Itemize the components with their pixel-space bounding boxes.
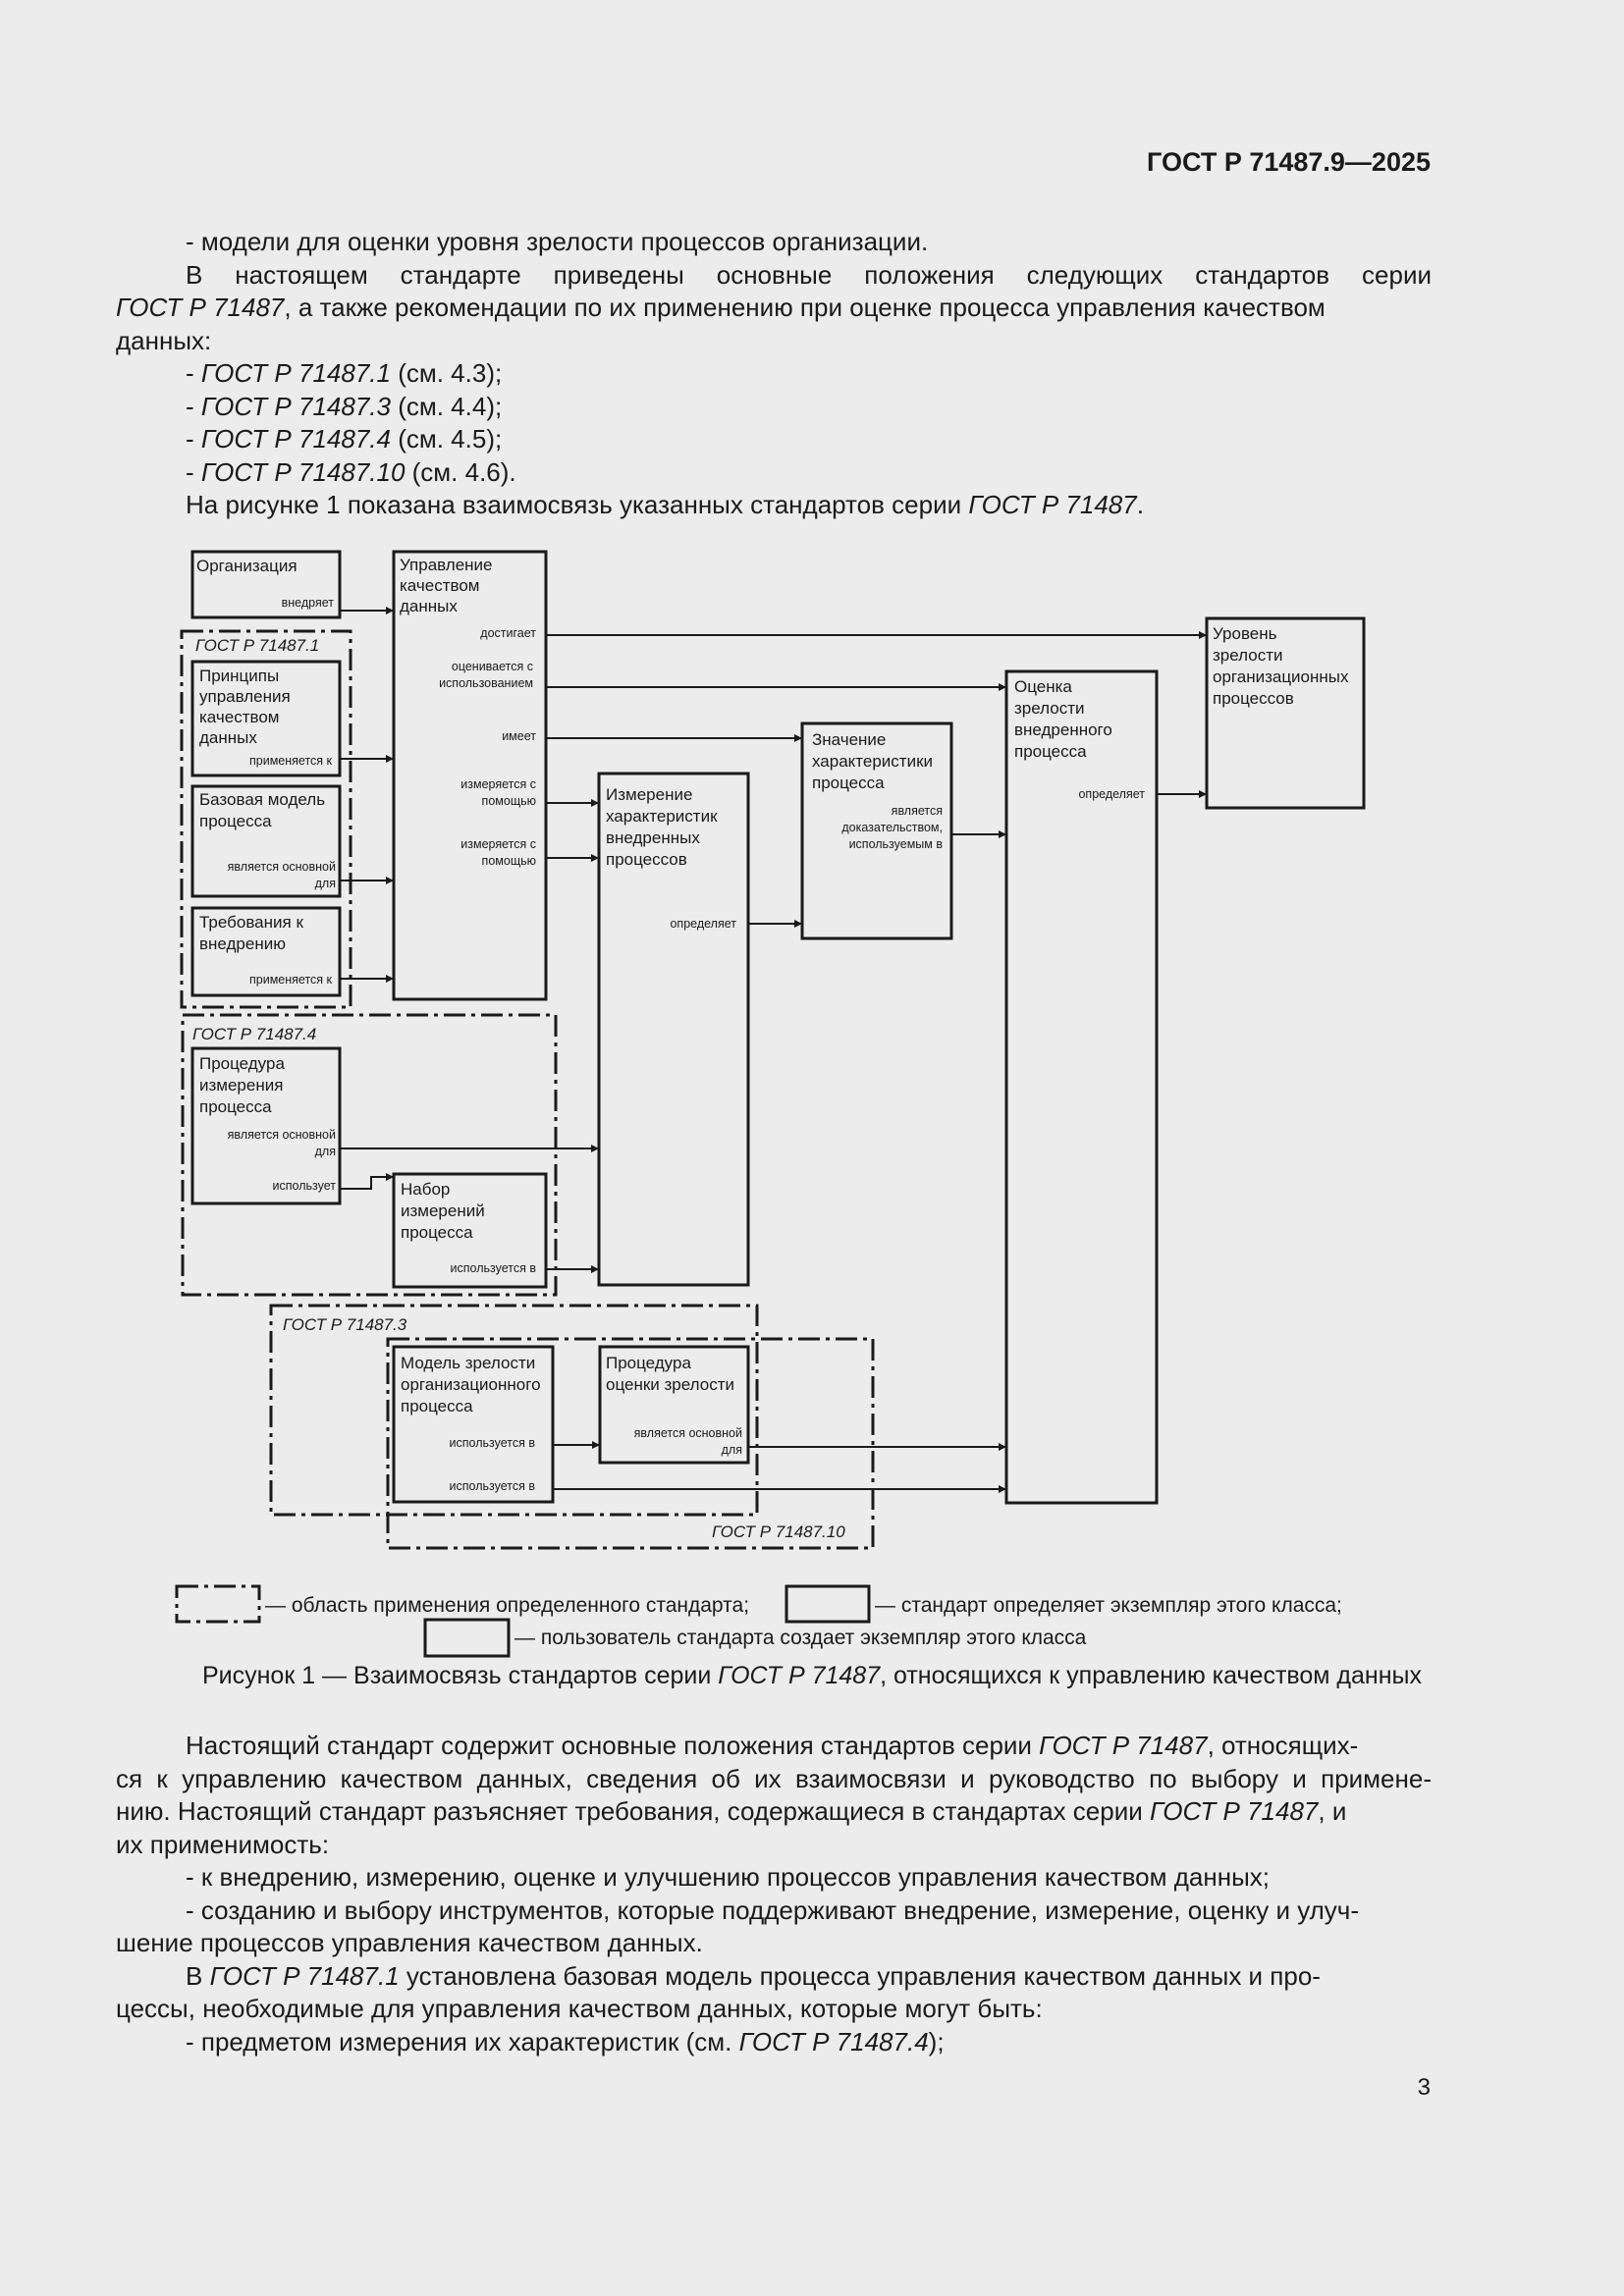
text: , относящих-	[1207, 1731, 1359, 1760]
dqm-label-assessed-2: использованием	[439, 676, 533, 690]
maturity-model-title-2: организационного	[401, 1375, 541, 1394]
std-ref: ГОСТ Р 71487.10	[200, 456, 406, 487]
std-ref: ГОСТ Р 71487	[1150, 1796, 1319, 1826]
list-item-3	[116, 2026, 1432, 2059]
text: На рисунке 1 показана взаимосвязь указанных стандартов серии	[186, 490, 969, 519]
principles-title-3: качеством	[199, 708, 280, 726]
base-model-title-1: Базовая модель	[199, 790, 326, 809]
base-model-label-2: для	[314, 877, 336, 890]
group1-title: ГОСТ Р 71487.1	[195, 636, 320, 655]
dqm-label-assessed-1: оценивается с	[451, 660, 533, 673]
text: , относящихся к управлению качеством данных	[880, 1662, 1422, 1689]
maturity-proc-label-1: является основной	[633, 1426, 742, 1440]
principles-title-2: управления	[199, 687, 291, 706]
maturity-model-title-1: Модель зрелости	[401, 1354, 536, 1372]
section-ref: (см. 4.4);	[390, 391, 503, 421]
dqm-label-achieves: достигает	[480, 626, 536, 640]
meas-char-label: определяет	[670, 917, 736, 931]
list-item-std-3: - ГОСТ Р 71487.3 (см. 4.4);	[186, 391, 503, 421]
text: В	[186, 1960, 210, 1991]
std-ref: ГОСТ Р 71487	[968, 490, 1137, 519]
text: );	[928, 2026, 945, 2056]
meas-proc-title-3: процесса	[199, 1097, 272, 1116]
body-text	[116, 1730, 1432, 2058]
level-title-3: организационных	[1213, 667, 1349, 686]
assess-title-4: процесса	[1014, 742, 1087, 761]
assess-title-2: зрелости	[1014, 699, 1085, 718]
value-label-2: доказательством,	[841, 821, 943, 834]
principles-label: применяется к	[248, 754, 332, 768]
text: установлена базовая модель процесса управления качеством данных и про-	[399, 1960, 1321, 1991]
base-model-title-2: процесса	[199, 812, 272, 830]
text: Рисунок 1 — Взаимосвязь стандартов серии	[201, 1662, 719, 1689]
paragraph-intro-line3: данных:	[116, 325, 212, 355]
meas-proc-title-2: измерения	[199, 1076, 284, 1095]
arrow-uses	[340, 1177, 394, 1189]
meas-set-title-3: процесса	[401, 1223, 473, 1242]
meas-proc-label-1a: является основной	[227, 1128, 336, 1142]
std-ref: ГОСТ Р 71487.4	[738, 2026, 929, 2056]
maturity-proc-label-2: для	[721, 1443, 742, 1457]
meas-proc-label-1b: для	[314, 1145, 336, 1158]
requirements-label: применяется к	[248, 973, 332, 987]
meas-proc-label-2: использует	[272, 1179, 336, 1193]
meas-proc-title-1: Процедура	[199, 1054, 285, 1073]
assess-label: определяет	[1078, 787, 1145, 801]
requirements-title-2: внедрению	[199, 934, 286, 953]
list-item-2-line1: - созданию и выбору инструментов, которые поддерживают внедрение, измерение, оценку и улуч-	[186, 1895, 1360, 1925]
principles-title-1: Принципы	[199, 667, 280, 685]
value-title-1: Значение	[812, 730, 887, 749]
meas-set-title-1: Набор	[401, 1180, 451, 1199]
legend-scope-swatch	[177, 1586, 259, 1622]
dqm-title-2: качеством	[400, 576, 480, 595]
value-title-2: характеристики	[812, 752, 934, 771]
paragraph-intro-line1: В настоящем стандарте приведены основные положения следующих стандартов серии	[186, 259, 1432, 290]
meas-char-title-4: процессов	[606, 850, 687, 869]
dqm-title-3: данных	[400, 597, 458, 615]
dqm-label-measured-1b: помощью	[481, 794, 536, 808]
std-ref: ГОСТ Р 71487	[116, 293, 285, 322]
maturity-model-label-1: используется в	[449, 1436, 535, 1450]
org-label: внедряет	[281, 596, 334, 610]
paragraph-2-line3	[116, 1795, 1432, 1829]
text: , и	[1318, 1796, 1347, 1826]
document-code: ГОСТ Р 71487.9—2025	[1147, 147, 1431, 177]
paragraph-2-line2: ся к управлению качеством данных, сведения об их взаимосвязи и руководство по выбору и примене-	[116, 1763, 1432, 1793]
section-ref: (см. 4.3);	[390, 358, 503, 388]
std-ref: ГОСТ Р 71487.3	[200, 391, 391, 421]
paragraph-2-line1	[116, 1730, 1432, 1763]
figure-caption	[0, 1662, 1624, 1690]
list-item-std-4: - ГОСТ Р 71487.4 (см. 4.5);	[186, 424, 503, 454]
list-item-std-10: - ГОСТ Р 71487.10 (см. 4.6).	[186, 456, 516, 487]
maturity-model-title-3: процесса	[401, 1397, 473, 1415]
paragraph-3-line2: цессы, необходимые для управления качеством данных, которые могут быть:	[116, 1994, 1043, 2023]
std-ref: ГОСТ Р 71487.1	[200, 358, 391, 388]
value-title-3: процесса	[812, 774, 885, 792]
text: .	[1136, 490, 1144, 519]
level-title-1: Уровень	[1213, 624, 1277, 643]
list-item-1: - к внедрению, измерению, оценке и улучшению процессов управления качеством данных;	[186, 1862, 1270, 1892]
principles-title-4: данных	[199, 728, 257, 747]
legend-user-swatch	[425, 1620, 509, 1656]
dqm-label-measured-2a: измеряется с	[460, 837, 536, 851]
meas-set-label: используется в	[450, 1261, 536, 1275]
value-label-3: используемым в	[848, 837, 943, 851]
maturity-model-label-2: используется в	[449, 1479, 535, 1493]
group4-title: ГОСТ Р 71487.4	[192, 1025, 317, 1043]
dqm-label-measured-1a: измеряется с	[460, 777, 536, 791]
dqm-label-measured-2b: помощью	[481, 854, 536, 868]
box-data-quality-management	[394, 552, 546, 999]
std-ref: ГОСТ Р 71487	[1039, 1731, 1208, 1760]
legend-defines-swatch	[786, 1586, 869, 1622]
list-item-models: - модели для оценки уровня зрелости процессов организации.	[186, 227, 929, 256]
text: Настоящий стандарт содержит основные положения стандартов серии	[186, 1731, 1040, 1760]
value-label-1: является	[891, 804, 943, 818]
text: , а также рекомендации по их применению при оценке процесса управления качеством	[284, 293, 1326, 322]
dqm-title-1: Управление	[400, 556, 493, 574]
org-title: Организация	[196, 557, 298, 575]
legend-scope-text: — область применения определенного стандарта;	[265, 1594, 750, 1617]
requirements-title-1: Требования к	[199, 913, 303, 932]
level-title-2: зрелости	[1213, 646, 1283, 665]
text: - предметом измерения их характеристик (см.	[186, 2026, 739, 2056]
maturity-proc-title-1: Процедура	[606, 1354, 691, 1372]
list-item-2-line2: шение процессов управления качеством данных.	[116, 1928, 703, 1957]
group3-title: ГОСТ Р 71487.3	[283, 1315, 407, 1334]
group10-title: ГОСТ Р 71487.10	[712, 1522, 845, 1541]
std-ref: ГОСТ Р 71487	[718, 1662, 881, 1689]
std-ref: ГОСТ Р 71487.4	[200, 424, 391, 454]
meas-set-title-2: измерений	[401, 1201, 485, 1220]
meas-char-title-3: внедренных	[606, 828, 700, 847]
legend-defines-text: — стандарт определяет экземпляр этого класса;	[875, 1594, 1342, 1617]
assess-title-1: Оценка	[1014, 677, 1072, 696]
assess-title-3: внедренного	[1014, 721, 1112, 739]
meas-char-title-2: характеристик	[606, 807, 718, 826]
section-ref: (см. 4.6).	[405, 456, 516, 487]
legend-user-text: — пользователь стандарта создает экземпляр этого класса	[514, 1627, 1087, 1649]
std-ref: ГОСТ Р 71487.1	[209, 1960, 400, 1991]
level-title-4: процессов	[1213, 689, 1294, 708]
maturity-proc-title-2: оценки зрелости	[606, 1375, 734, 1394]
section-ref: (см. 4.5);	[390, 424, 503, 454]
paragraph-2-line4: их применимость:	[116, 1829, 330, 1859]
paragraph-3-line1	[116, 1960, 1432, 1994]
page-number: 3	[1417, 2074, 1431, 2101]
meas-char-title-1: Измерение	[606, 785, 693, 804]
dqm-label-has: имеет	[502, 729, 536, 743]
list-item-std-1: - ГОСТ Р 71487.1 (см. 4.3);	[186, 358, 503, 388]
base-model-label-1: является основной	[227, 860, 336, 874]
text: нию. Настоящий стандарт разъясняет требования, содержащиеся в стандартах серии	[116, 1796, 1150, 1826]
